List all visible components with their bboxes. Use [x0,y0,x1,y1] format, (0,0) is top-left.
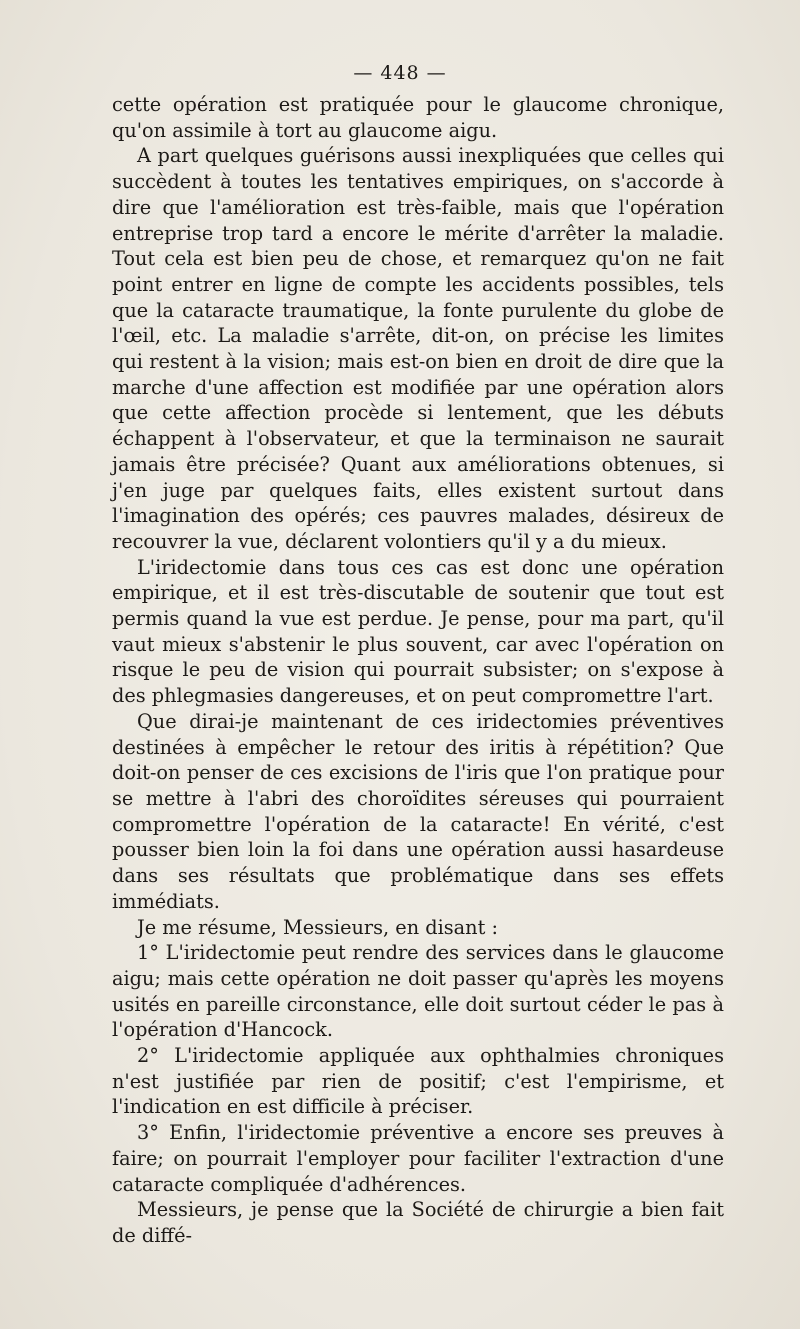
paragraph-preventive-iridectomies: Que dirai-je maintenant de ces iridectomies préventives destinées à empêcher le retour des iritis à répétition? Que doit-on penser de ces excisions de l'iris que l'on pratique pour se mettre à l'abri des choroïdites séreuses qui pourraient compromettre l'opération de la cataracte! En vérité, c'est pousser bien loin la foi dans une opération aussi hasardeuse dans ses résultats que problématique dans ses effets immédiats. [112,709,724,913]
paragraph-iridectomy-results: A part quelques guérisons aussi inexpliquées que celles qui succèdent à toutes les tentatives empiriques, on s'accorde à dire que l'amélioration est très-faible, mais que l'opération entreprise trop tard a encore le mérite d'arrêter la maladie. Tout cela est bien peu de chose, et remarquez qu'on ne fait point entrer en ligne de compte les accidents possibles, tels que la cataracte traumatique, la fonte purulente du globe de l'œil, etc. La maladie s'arrête, dit-on, on précise les limites qui restent à la vision; mais est-on bien en droit de dire que la marche d'une affection est modifiée par une opération alors que cette affection procède si lentement, que les débuts échappent à l'observateur, et que la terminaison ne saurait jamais être précisée? Quant aux améliorations obtenues, si j'en juge par quelques faits, elles existent surtout dans l'imagination des opérés; ces pauvres malades, désireux de recouvrer la vue, déclarent volontiers qu'il y a du mieux. [112,144,724,553]
conclusion-item-2: 2° L'iridectomie appliquée aux ophthalmies chroniques n'est justifiée par rien de positif; c'est l'empirisme, et l'indication en est difficile à préciser. [112,1044,724,1119]
page-number: — 448 — [353,62,447,84]
paragraph-summary-intro: Je me résume, Messieurs, en disant : [137,915,498,939]
paragraph-empirical-operation: L'iridectomie dans tous ces cas est donc une opération empirique, et il est très-discutable de soutenir que tout est permis quand la vue est perdue. Je pense, pour ma part, qu'il vaut mieux s'abstenir le plus souvent, car avec l'opération on risque le peu de vision qui pourrait subsister; on s'expose à des phlegmasies dangereuses, et on peut compromettre l'art. [112,555,724,708]
conclusion-item-1: 1° L'iridectomie peut rendre des services dans le glaucome aigu; mais cette opération ne doit passer qu'après les moyens usités en pareille circonstance, elle doit surtout céder le pas à l'opération d'Hancock. [112,941,724,1042]
paragraph-continuation: cette opération est pratiquée pour le glaucome chronique, qu'on assimile à tort au glaucome aigu. [112,93,724,142]
paragraph-closing: Messieurs, je pense que la Société de chirurgie a bien fait de diffé- [112,1198,724,1247]
page-body [112,92,724,1249]
conclusion-item-3: 3° Enfin, l'iridectomie préventive a encore ses preuves à faire; on pourrait l'employer pour faciliter l'extraction d'une cataracte compliquée d'adhérences. [112,1121,724,1196]
